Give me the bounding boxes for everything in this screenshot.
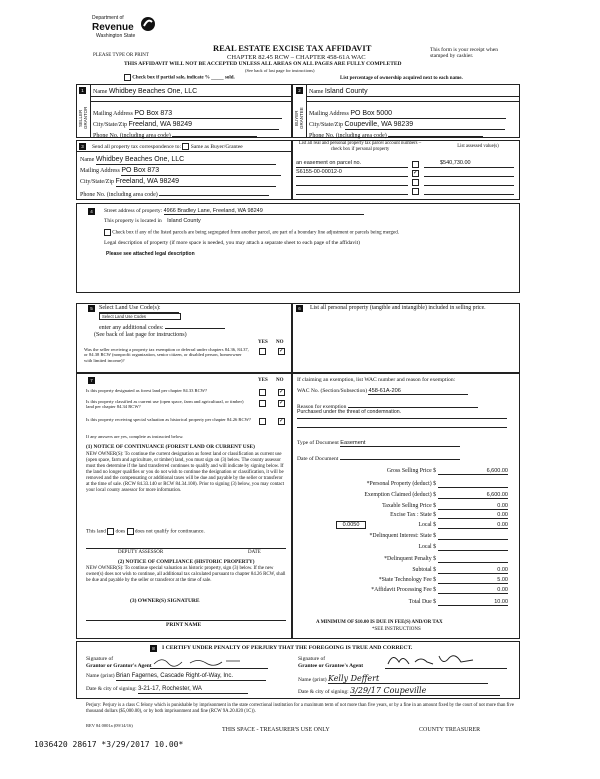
segregated-row <box>104 229 399 236</box>
deputy-assessor-label: DEPUTY ASSESSOR <box>118 550 164 555</box>
tax-row-value[interactable]: 6,600.00 <box>438 492 508 499</box>
tax-row-value[interactable]: 0.00 <box>438 512 508 519</box>
local-rate-box[interactable]: 0.0050 <box>336 521 366 529</box>
grantee-date-field[interactable]: 3/29/17 Coupeville <box>350 686 500 696</box>
grantor-signature-icon[interactable] <box>150 654 260 668</box>
dor-logo <box>92 16 172 48</box>
grantor-sig-label2: Grantor or Grantor's Agent <box>86 663 152 669</box>
reason-label: Reason for exemption <box>297 404 347 410</box>
form-chapter: CHAPTER 82.45 RCW – CHAPTER 458-61A WAC <box>227 54 366 61</box>
buyer-phone-label: Phone No. (including area code) <box>309 133 387 139</box>
personal-property-text: List all personal property (tangible and intangible) included in selling price. <box>310 305 486 311</box>
correspondence-name-field[interactable]: Whidbey Beaches One, LLC <box>96 156 276 165</box>
buyer-side-label: BUYER GRANTEE <box>294 107 305 129</box>
partial-sale-checkbox[interactable] <box>124 74 131 81</box>
correspondence-phone-field[interactable] <box>159 190 269 196</box>
see-instructions: *SEE INSTRUCTIONS <box>372 627 421 632</box>
dept-line2: Revenue <box>92 22 134 33</box>
deputy-date-label: DATE <box>248 550 261 555</box>
tax-row-value[interactable] <box>438 481 508 488</box>
grantor-date-field[interactable]: 3-21-17, Rochester, WA <box>138 686 248 694</box>
doc-type-row <box>297 440 460 447</box>
personal-property-checkbox[interactable] <box>412 188 419 195</box>
seller-mailing-row <box>93 110 289 119</box>
section-7-number: 7 <box>88 377 95 384</box>
parcel-value-field[interactable] <box>424 169 514 177</box>
tax-row-value[interactable]: 0.00 <box>438 522 508 529</box>
tax-row-label: Exemption Claimed (deduct) $ <box>364 492 436 498</box>
section-4-number: 4 <box>88 208 95 215</box>
correspondence-mailing-row <box>80 167 281 176</box>
please-type: PLEASE TYPE OR PRINT <box>93 53 149 58</box>
located-label: This property is located in <box>104 218 162 224</box>
street-field[interactable]: 4966 Bradley Lane, Freeland, WA 98249 <box>164 208 364 215</box>
parcel-account-field[interactable]: an easement on parcel no. <box>296 160 408 168</box>
seller-mailing-label: Mailing Address <box>93 111 133 117</box>
wac-label: WAC No. (Section/Subsection) <box>297 388 368 394</box>
tax-row-label: *Personal Property (deduct) $ <box>366 481 436 487</box>
additional-codes-label: enter any additional codes: <box>99 325 164 331</box>
does-not-label: does not <box>134 528 153 535</box>
seller-phone-row <box>93 131 257 140</box>
additional-codes-field[interactable] <box>165 323 225 329</box>
segregated-checkbox[interactable] <box>104 229 111 236</box>
correspondence-phone-label: Phone No. (including area code) <box>80 192 158 198</box>
forest-q1-yes-checkbox[interactable] <box>259 389 266 396</box>
grantee-print-row <box>298 674 488 684</box>
land-use-select-row <box>99 305 179 313</box>
personal-property-checkbox[interactable]: ✓ <box>413 170 419 176</box>
not-accepted: THIS AFFIDAVIT WILL NOT BE ACCEPTED UNLESS ALL AREAS ON ALL PAGES ARE FULLY COMPLETED <box>124 61 402 67</box>
partial-sale-label: Check box if partial sale, indicate % _____ sold. <box>132 75 235 81</box>
tax-row-value[interactable] <box>438 556 508 563</box>
correspondence-city-field[interactable]: Freeland, WA 98249 <box>116 178 276 187</box>
perjury-text: Perjury: Perjury is a class C felony which is punishable by imprisonment in the state correctional institution for a maximum term of not more than five years, or by a fine in an amount fixed by the court of not more than five thousand dollars ($5,000.00), or by both imprisonment and fine (RCW 9A.20.020 (1C)). <box>86 703 515 714</box>
parcel-value-field[interactable] <box>424 187 514 195</box>
see-back: (See back of last page for instructions) <box>245 68 315 73</box>
seller-phone-field[interactable] <box>172 131 257 137</box>
reason-field[interactable]: Purchased under the threat of condemnation. <box>297 409 402 415</box>
located-row <box>104 218 201 224</box>
personal-property-section <box>292 303 520 373</box>
land-use-no-header: NO <box>276 340 284 345</box>
parcels-header-left: List all real and personal property tax parcel account numbers – check box if personal property <box>298 141 422 152</box>
dept-line3: Washington State <box>96 33 136 39</box>
form-title: REAL ESTATE EXCISE TAX AFFIDAVIT <box>213 43 372 53</box>
tax-row-value[interactable]: 10.00 <box>438 599 508 606</box>
send-correspondence-row <box>92 143 243 150</box>
grantee-signature-icon[interactable] <box>385 650 485 670</box>
seller-city-row <box>93 121 289 130</box>
wac-row <box>297 388 468 395</box>
does-label: does <box>115 528 126 535</box>
buyer-mailing-field[interactable]: PO Box 5000 <box>350 110 506 119</box>
notice1-title: (1) NOTICE OF CONTINUANCE (FOREST LAND OR CURRENT USE) <box>86 444 255 450</box>
tax-row-label: *Delinquent Penalty $ <box>384 556 436 562</box>
doc-date-field[interactable] <box>340 454 460 460</box>
grantor-print-field[interactable]: Brian Fagernes, Cascade Right-of-Way, Inc. <box>116 673 266 681</box>
tax-row-label: Gross Selling Price $ <box>386 468 436 474</box>
wac-field[interactable]: 458-61A-206 <box>368 388 468 395</box>
land-does-not-checkbox[interactable] <box>127 528 134 535</box>
ownership-pct: List percentage of ownership acquired next to each name. <box>340 76 463 81</box>
dept-line1: Department of <box>92 15 124 21</box>
buyer-mailing-label: Mailing Address <box>309 111 349 117</box>
segregated-label: Check box if any of the listed parcels are being segregated from another parcel, are part of a boundary line adjustment or parcels being merged. <box>112 230 399 236</box>
section-8-number: 8 <box>150 645 157 652</box>
correspondence-name-row <box>80 156 276 165</box>
tax-row-value[interactable]: 6,600.00 <box>438 468 508 475</box>
street-label: Street address of property: <box>104 208 163 214</box>
forest-no-header: NO <box>276 378 284 383</box>
same-as-buyer-checkbox[interactable] <box>182 143 189 150</box>
land-does-label: This land <box>86 528 106 535</box>
section-1-number: 1 <box>79 87 86 94</box>
forest-q2-no-checkbox[interactable]: ✓ <box>279 400 285 406</box>
rev-label: REV 84 0001a (09/14/16) <box>86 723 133 728</box>
land-use-select-label: Select Land Use Code(s): <box>99 305 179 313</box>
grantor-print-label: Name (print) <box>86 673 115 679</box>
personal-property-checkbox[interactable] <box>412 161 419 168</box>
section-6-number: 6 <box>296 305 303 312</box>
doc-type-label: Type of Document <box>297 440 339 446</box>
parcel-value-field[interactable] <box>424 178 514 186</box>
parcels-header-right: List assessed value(s) <box>457 144 499 149</box>
dor-swirl-icon <box>140 16 156 32</box>
seller-side-label: SELLER GRANTOR <box>78 106 89 130</box>
certify-text: I CERTIFY UNDER PENALTY OF PERJURY THAT THE FOREGOING IS TRUE AND CORRECT. <box>162 645 413 651</box>
land-does-row <box>86 528 205 535</box>
parcel-account-field[interactable]: S6155-00-00012-0 <box>296 169 408 177</box>
doc-type-field[interactable]: Easement <box>340 440 460 447</box>
doc-date-label: Date of Document <box>297 456 339 462</box>
qualify-label: qualify for continuance. <box>154 528 205 535</box>
tax-row-value[interactable]: 5.00 <box>438 577 508 584</box>
section-5-number: 5 <box>88 305 95 312</box>
grantor-print-row <box>86 673 266 681</box>
forest-q3-no-checkbox[interactable]: ✓ <box>279 418 285 424</box>
doc-date-row <box>297 454 460 462</box>
minimum-note: A MINIMUM OF $10.00 IS DUE IN FEE(S) AND/OR TAX <box>316 620 443 625</box>
buyer-city-row <box>309 121 515 130</box>
located-field[interactable]: Island County <box>167 218 201 224</box>
street-row <box>104 208 364 215</box>
seller-name-field[interactable]: Whidbey Beaches One, LLC <box>109 88 279 97</box>
grantee-date-row <box>298 686 500 696</box>
land-use-yes-header: YES <box>258 340 268 345</box>
grantee-sig-label1: Signature of <box>298 656 326 662</box>
property-section <box>76 203 520 293</box>
notice1-body: NEW OWNER(S): To continue the current designation as forest land or classification as current use (open space, farm and agriculture, or timber) land, you must sign on (3) below. The county assessor must then determine if the land transferred continues to qualify and will indicate by signing below. If the land no longer qualifies or you do not wish to continue the designation or classification, it will be removed and the compensating or additional taxes will be due and payable by the seller or transferor at the time of sale. (RCW 84.33.140 or RCW 84.34.108). Prior to signing (3) below, you may contact your local county assessor for more information. <box>86 452 285 493</box>
forest-q3-yes-checkbox[interactable] <box>259 418 266 425</box>
tax-row-value[interactable] <box>438 544 508 551</box>
seller-name-label: Name <box>93 89 108 95</box>
print-name-label: PRINT NAME <box>166 622 202 628</box>
buyer-name-field[interactable]: Island County <box>325 88 505 97</box>
correspondence-phone-row <box>80 190 269 199</box>
tax-row-value[interactable]: 0.00 <box>438 567 508 574</box>
correspondence-mailing-label: Mailing Address <box>80 168 120 174</box>
tax-row-label: Local $ <box>418 544 436 550</box>
seller-city-field[interactable]: Freeland, WA 98249 <box>129 121 279 130</box>
tax-row-label: Excise Tax : State $ <box>390 512 436 518</box>
tax-row-label: *Delinquent Interest: State $ <box>369 533 436 539</box>
forest-q1-no-checkbox[interactable]: ✓ <box>279 389 285 395</box>
tax-row-label: *Affidavit Processing Fee $ <box>371 587 436 593</box>
grantee-print-label: Name (print) <box>298 677 327 683</box>
reason-line <box>348 402 478 408</box>
correspondence-name-label: Name <box>80 157 95 163</box>
grantee-print-field[interactable]: Kelly Deffert <box>328 674 488 684</box>
same-as-buyer-label: Same as Buyer/Grantee <box>190 143 243 150</box>
exemption-question: Was the seller receiving a property tax exemption or deferral under chapters 84.36, 84.37, or 84.38 RCW (nonprofit organization, senior citizen, or disabled person, homeowner with limited income)? <box>84 347 249 363</box>
tax-row-value[interactable]: 0.00 <box>438 503 508 510</box>
forest-q1: Is this property designated as forest land per chapter 84.33 RCW? <box>86 388 208 393</box>
tax-row-value[interactable] <box>438 533 508 540</box>
land-use-see-back: (See back of last page for instructions) <box>94 332 187 338</box>
grantor-sig-label1: Signature of <box>86 656 114 662</box>
forest-if-yes: If any answers are yes, complete as instructed below. <box>86 434 184 439</box>
section-2-number: 2 <box>296 87 303 94</box>
parcel-account-field[interactable] <box>296 187 408 195</box>
notice2-body: NEW OWNER(S): To continue special valuation as historic property, sign (3) below. If the new owner(s) does not wish to continue, all additional tax calculated pursuant to chapter 84.26 RCW, shall be due and payable by the seller or transferor at the time of sale. <box>86 566 286 583</box>
exemption-no-checkbox[interactable]: ✓ <box>279 348 285 354</box>
send-correspondence-label: Send all property tax correspondence to: <box>92 143 182 150</box>
tax-row-value[interactable]: 0.00 <box>438 587 508 594</box>
legal-label: Legal description of property (if more space is needed, you may attach a separate sheet to each page of the affidavit) <box>104 240 360 246</box>
partial-sale <box>124 74 235 81</box>
forest-q3: Is this property receiving special valuation as historical property per chapter 84.26 RCW? <box>86 417 251 422</box>
correspondence-mailing-field[interactable]: PO Box 873 <box>121 167 281 176</box>
buyer-city-label: City/State/Zip <box>309 122 343 128</box>
buyer-city-field[interactable]: Coupeville, WA 98239 <box>345 121 505 130</box>
forest-q2: Is this property classified as current use (open space, farm and agricultural, or timber) land per chapter 84.34 RCW? <box>86 399 244 410</box>
seller-city-label: City/State/Zip <box>93 122 127 128</box>
buyer-phone-field[interactable] <box>388 131 483 137</box>
land-use-select[interactable]: Select Land Use Codes <box>99 313 181 320</box>
tax-row-label: Total Due $ <box>408 599 436 605</box>
buyer-name-label: Name <box>309 89 324 95</box>
correspondence-city-row <box>80 178 276 187</box>
seller-mailing-field[interactable]: PO Box 873 <box>134 110 282 119</box>
correspondence-city-label: City/State/Zip <box>80 179 114 185</box>
grantor-date-label: Date & city of signing: <box>86 686 137 692</box>
section-3-number: 3 <box>79 143 86 150</box>
seller-phone-label: Phone No. (including area code) <box>93 133 171 139</box>
parcel-account-field[interactable] <box>296 178 408 186</box>
grantee-date-label: Date & city of signing: <box>298 689 349 695</box>
forest-yes-header: YES <box>258 378 268 383</box>
exemption-claim-label: If claiming an exemption, list WAC number and reason for exemption: <box>297 377 456 383</box>
tax-row-label: *State Technology Fee $ <box>378 577 436 583</box>
treasurer-label: THIS SPACE - TREASURER'S USE ONLY <box>222 727 330 733</box>
tax-row-label: Subtotal $ <box>412 567 436 573</box>
recording-stamp: 1036420 28617 *3/29/2017 10.00* <box>34 740 184 749</box>
land-does-checkbox[interactable] <box>107 528 114 535</box>
exemption-yes-checkbox[interactable] <box>259 348 266 355</box>
buyer-phone-row <box>309 131 483 140</box>
personal-property-checkbox[interactable] <box>412 179 419 186</box>
receipt-note: This form is your receipt when stamped by cashier. <box>430 47 498 60</box>
forest-q2-yes-checkbox[interactable] <box>259 400 266 407</box>
notice2-title: (2) NOTICE OF COMPLIANCE (HISTORIC PROPERTY) <box>118 559 255 565</box>
grantor-date-row <box>86 686 248 694</box>
county-treasurer-label: COUNTY TREASURER <box>419 727 481 733</box>
additional-codes-row <box>99 323 225 332</box>
grantee-sig-label2: Grantee or Grantee's Agent <box>298 663 364 669</box>
parcel-value-field[interactable]: $540,730.00 <box>424 160 514 168</box>
owner-signature-title: (3) OWNER(S) SIGNATURE <box>130 598 200 604</box>
buyer-mailing-row <box>309 110 515 119</box>
tax-row-label: Local $ <box>418 522 436 528</box>
tax-row-label: Taxable Selling Price $ <box>382 503 436 509</box>
perjury-note <box>86 703 526 715</box>
legal-description[interactable]: Please see attached legal description <box>106 251 195 257</box>
